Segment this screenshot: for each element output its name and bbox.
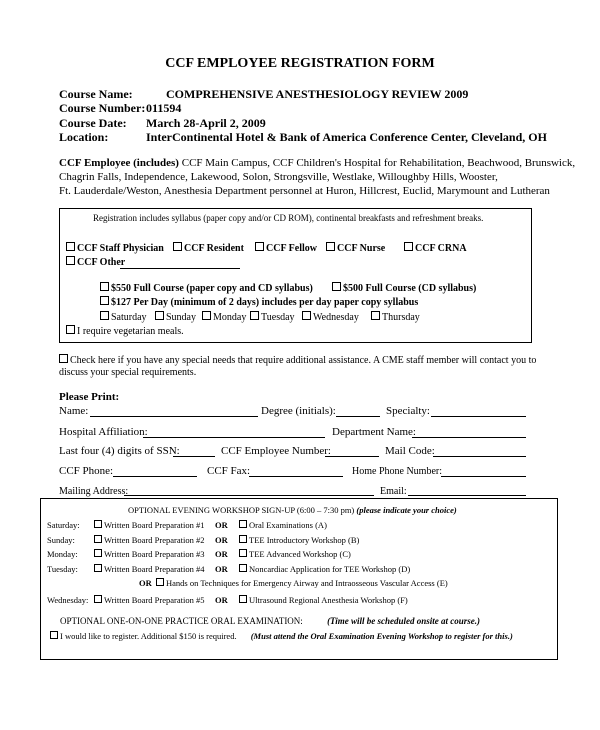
board-prep-label: Written Board Preparation — [104, 535, 194, 545]
or-label: OR — [139, 578, 152, 588]
checkbox-icon[interactable] — [173, 242, 182, 251]
special-needs-line-1[interactable] — [59, 354, 536, 366]
workshop-option-c[interactable] — [239, 549, 351, 559]
home-phone-label: Home Phone Number: — [352, 466, 442, 477]
workshop-option-a[interactable] — [239, 520, 327, 530]
checkbox-icon[interactable] — [326, 242, 335, 251]
fax-field[interactable] — [249, 476, 343, 477]
day-label: Sunday — [166, 312, 196, 323]
specialty-field[interactable] — [431, 416, 526, 417]
or-label: OR — [215, 520, 228, 530]
workshop-day-wednesday: Wednesday: — [47, 595, 89, 605]
course-name-label: Course Name: — [59, 87, 133, 101]
oral-exam-heading — [60, 616, 480, 626]
role-label: CCF Resident — [184, 243, 244, 254]
checkbox-icon[interactable] — [100, 296, 109, 305]
employee-line-2: Chagrin Falls, Independence, Lakewood, Solon, Strongsville, Westlake, Willoughby Hills, Wooster, — [59, 171, 498, 183]
checkbox-icon[interactable] — [371, 311, 380, 320]
name-field[interactable] — [90, 416, 258, 417]
option-label: $550 Full Course (paper copy and CD syllabus) — [111, 283, 313, 294]
course-number-label: Course Number: — [59, 101, 146, 115]
oral-exam-must-attend: (Must attend the Oral Examination Evening Workshop to register for this.) — [250, 631, 513, 641]
workshop-day-sunday: Sunday: — [47, 535, 75, 545]
board-prep-option-2[interactable] — [94, 535, 204, 545]
mailing-address-field[interactable] — [124, 495, 374, 496]
workshop-heading-text: OPTIONAL EVENING WORKSHOP SIGN-UP (6:00 – 7:30 pm) — [128, 505, 355, 515]
role-label: CCF Fellow — [266, 243, 318, 254]
specialty-label: Specialty: — [386, 405, 430, 417]
day-tuesday[interactable] — [250, 311, 295, 323]
checkbox-icon[interactable] — [66, 325, 75, 334]
or-label: OR — [215, 564, 228, 574]
course-date-label: Course Date: — [59, 116, 127, 130]
checkbox-icon[interactable] — [332, 282, 341, 291]
employee-line-3: Ft. Lauderdale/Weston, Anesthesia Department personnel at Huron, Hillcrest, Euclid, Marymount and Lutheran — [59, 185, 550, 197]
workshop-day-tuesday: Tuesday: — [47, 564, 78, 574]
board-prep-option-3[interactable] — [94, 549, 204, 559]
checkbox-icon[interactable] — [66, 256, 75, 265]
role-staff-physician[interactable] — [66, 242, 164, 254]
workshop-option-f[interactable] — [239, 595, 408, 605]
name-label: Name: — [59, 405, 89, 417]
phone-label: CCF Phone: — [59, 465, 114, 477]
workshop-day-monday: Monday: — [47, 549, 78, 559]
checkbox-icon[interactable] — [202, 311, 211, 320]
day-label: Saturday — [111, 312, 147, 323]
checkbox-icon[interactable] — [239, 535, 247, 543]
day-label: Thursday — [382, 312, 420, 323]
workshop-option-d[interactable] — [239, 564, 410, 574]
oral-exam-register-option[interactable] — [50, 631, 513, 641]
option-per-day[interactable] — [100, 296, 418, 308]
checkbox-icon[interactable] — [66, 242, 75, 251]
role-label: CCF CRNA — [415, 243, 467, 254]
checkbox-icon[interactable] — [100, 311, 109, 320]
checkbox-icon[interactable] — [250, 311, 259, 320]
role-label: CCF Staff Physician — [77, 243, 164, 254]
vegetarian-label: I require vegetarian meals. — [77, 326, 184, 337]
board-prep-label: Written Board Preparation — [104, 549, 194, 559]
special-needs-line-2: discuss your special requirements. — [59, 367, 197, 378]
email-label: Email: — [380, 486, 407, 497]
workshop-option-label: TEE Introductory Workshop (B) — [249, 535, 360, 545]
affiliation-label: Hospital Affiliation: — [59, 426, 148, 438]
day-label: Monday — [213, 312, 247, 323]
mail-code-field[interactable] — [433, 456, 526, 457]
employee-line-1 — [59, 157, 575, 169]
special-needs-text: Check here if you have any special needs that require additional assistance. A CME staff member will contact you to — [70, 355, 537, 366]
fax-label: CCF Fax: — [207, 465, 251, 477]
please-print-heading: Please Print: — [59, 391, 120, 403]
role-other-label: CCF Other — [77, 257, 126, 268]
workshop-heading — [128, 505, 457, 515]
page-title: CCF EMPLOYEE REGISTRATION FORM — [165, 56, 435, 71]
course-number-value: 011594 — [146, 101, 182, 115]
oral-exam-heading-text: OPTIONAL ONE-ON-ONE PRACTICE ORAL EXAMINATION: — [60, 616, 303, 626]
department-label: Department Name: — [332, 426, 416, 438]
checkbox-icon[interactable] — [239, 520, 247, 528]
checkbox-icon[interactable] — [94, 520, 102, 528]
degree-field[interactable] — [336, 416, 380, 417]
employee-line-1-text: CCF Main Campus, CCF Children's Hospital for Rehabilitation, Beachwood, Brunswick, — [181, 157, 576, 169]
employee-number-field[interactable] — [325, 456, 379, 457]
workshop-option-e[interactable] — [156, 578, 448, 588]
role-fellow[interactable] — [255, 242, 317, 254]
workshop-option-b[interactable] — [239, 535, 359, 545]
checkbox-icon[interactable] — [255, 242, 264, 251]
workshop-option-label: Ultrasound Regional Anesthesia Workshop (F) — [249, 595, 408, 605]
phone-field[interactable] — [113, 476, 197, 477]
workshop-option-label: Hands on Techniques for Emergency Airway and Intraosseous Vascular Access (E) — [166, 578, 448, 588]
or-label: OR — [215, 595, 228, 605]
option-full-course-paper[interactable] — [100, 282, 313, 294]
board-prep-option-5[interactable] — [94, 595, 204, 605]
day-saturday[interactable] — [100, 311, 147, 323]
checkbox-icon[interactable] — [50, 631, 58, 639]
workshop-day-saturday: Saturday: — [47, 520, 80, 530]
checkbox-icon[interactable] — [94, 549, 102, 557]
workshop-option-label: Oral Examinations (A) — [249, 520, 327, 530]
oral-exam-note: (Time will be scheduled onsite at course.) — [327, 616, 480, 626]
day-thursday[interactable] — [371, 311, 420, 323]
board-prep-number: #1 — [195, 520, 205, 530]
department-field[interactable] — [412, 437, 526, 438]
course-date-value: March 28-April 2, 2009 — [146, 116, 266, 130]
workshop-option-label: TEE Advanced Workshop (C) — [249, 549, 351, 559]
day-sunday[interactable] — [155, 311, 196, 323]
location-value: InterContinental Hotel & Bank of America Conference Center, Cleveland, OH — [146, 130, 547, 144]
mailing-address-label: Mailing Address: — [59, 486, 129, 497]
location-label: Location: — [59, 130, 109, 144]
role-crna[interactable] — [404, 242, 467, 254]
board-prep-number: #5 — [195, 595, 205, 605]
role-other[interactable] — [66, 256, 125, 268]
board-prep-label: Written Board Preparation — [104, 595, 194, 605]
vegetarian-option[interactable] — [66, 325, 184, 337]
option-label: $500 Full Course (CD syllabus) — [343, 283, 477, 294]
registration-includes: Registration includes syllabus (paper copy and/or CD ROM), continental breakfasts and refreshment breaks. — [93, 213, 484, 223]
employee-number-label: CCF Employee Number: — [221, 445, 331, 457]
or-label: OR — [215, 535, 228, 545]
day-label: Tuesday — [261, 312, 295, 323]
checkbox-icon[interactable] — [239, 595, 247, 603]
home-phone-field[interactable] — [441, 476, 526, 477]
board-prep-number: #2 — [195, 535, 205, 545]
ssn-label: Last four (4) digits of SSN: — [59, 445, 180, 457]
option-label: $127 Per Day (minimum of 2 days) includes per day paper copy syllabus — [111, 297, 419, 308]
ssn-field[interactable] — [173, 456, 215, 457]
role-label: CCF Nurse — [337, 243, 386, 254]
role-resident[interactable] — [173, 242, 244, 254]
mail-code-label: Mail Code: — [385, 445, 435, 457]
checkbox-icon[interactable] — [155, 311, 164, 320]
checkbox-icon[interactable] — [59, 354, 68, 363]
checkbox-icon[interactable] — [94, 595, 102, 603]
or-label: OR — [215, 549, 228, 559]
board-prep-option-4[interactable] — [94, 564, 204, 574]
checkbox-icon[interactable] — [94, 564, 102, 572]
checkbox-icon[interactable] — [404, 242, 413, 251]
board-prep-label: Written Board Preparation — [104, 520, 194, 530]
course-name-value: COMPREHENSIVE ANESTHESIOLOGY REVIEW 2009 — [166, 87, 469, 101]
checkbox-icon[interactable] — [302, 311, 311, 320]
board-prep-label: Written Board Preparation — [104, 564, 194, 574]
checkbox-icon[interactable] — [239, 549, 247, 557]
checkbox-icon[interactable] — [156, 578, 164, 586]
degree-label: Degree (initials): — [261, 405, 336, 417]
board-prep-number: #3 — [195, 549, 205, 559]
employee-lead: CCF Employee (includes) — [59, 157, 179, 169]
board-prep-option-1[interactable] — [94, 520, 204, 530]
workshop-heading-note: (please indicate your choice) — [356, 505, 457, 515]
board-prep-number: #4 — [195, 564, 205, 574]
day-wednesday[interactable] — [302, 311, 359, 323]
day-label: Wednesday — [313, 312, 359, 323]
oral-exam-register-label: I would like to register. Additional $150 is required. — [60, 631, 237, 641]
option-full-course-cd[interactable] — [332, 282, 476, 294]
checkbox-icon[interactable] — [94, 535, 102, 543]
workshop-option-label: Noncardiac Application for TEE Workshop (D) — [249, 564, 411, 574]
day-monday[interactable] — [202, 311, 246, 323]
affiliation-field[interactable] — [143, 437, 325, 438]
role-other-line[interactable] — [120, 268, 240, 269]
checkbox-icon[interactable] — [100, 282, 109, 291]
role-nurse[interactable] — [326, 242, 385, 254]
checkbox-icon[interactable] — [239, 564, 247, 572]
email-field[interactable] — [408, 495, 526, 496]
